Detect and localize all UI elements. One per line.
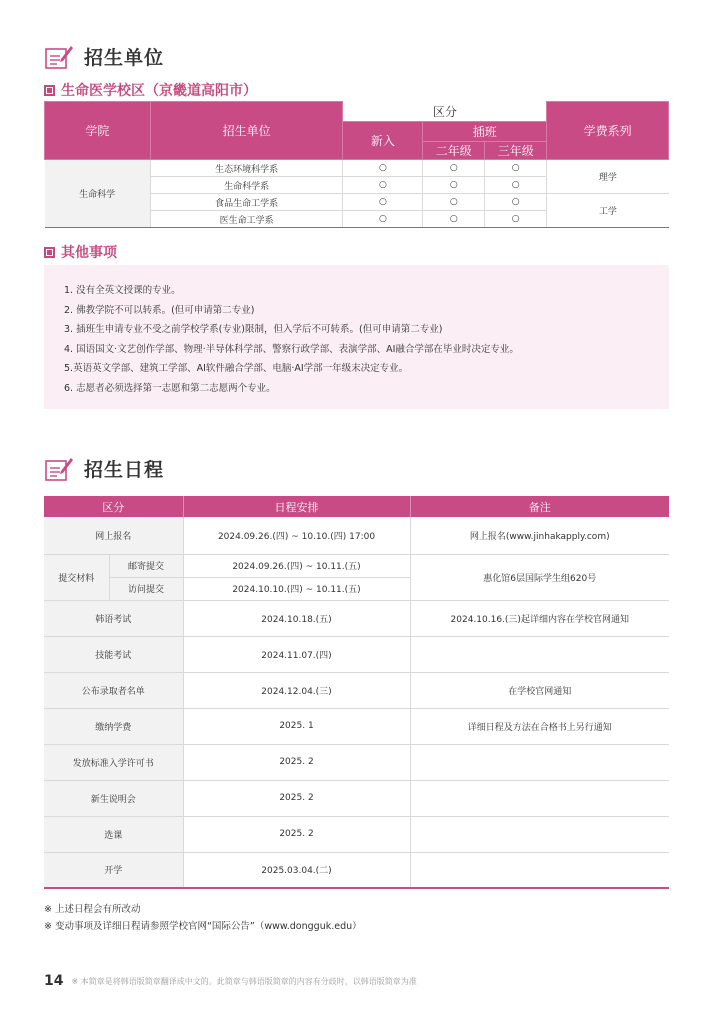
list-item: 1. 没有全英文授课的专业。 xyxy=(64,285,181,296)
row-note: 网上报名(www.jinhakapply.com) xyxy=(410,517,669,554)
row-note xyxy=(410,780,669,816)
list-item: 4. 国语国文·文艺创作学部、物理·半导体科学部、警察行政学部、表演学部、AI融合学部在毕业时决定专业。 xyxy=(64,343,519,355)
square-bullet-icon xyxy=(44,247,55,258)
row-date: 2024.10.18.(五) xyxy=(183,600,410,636)
row-date: 2024.10.10.(四) ~ 10.11.(五) xyxy=(183,577,410,600)
table-row xyxy=(44,554,669,577)
unit-cell: 生态环境科学系 xyxy=(150,160,343,177)
schedule-table xyxy=(44,496,669,889)
row-label: 开学 xyxy=(44,852,183,888)
footnote: ※ 变动事项及详细日程请参照学校官网“国际公告”（www.dongguk.edu） xyxy=(44,921,362,932)
footnote: ※ 上述日程会有所改动 xyxy=(44,904,141,915)
header-schedule: 日程安排 xyxy=(183,496,410,517)
header-college: 学院 xyxy=(45,102,151,160)
table-row xyxy=(44,852,669,888)
square-bullet-icon xyxy=(44,85,55,96)
row-date: 2025.03.04.(二) xyxy=(183,852,410,888)
footnotes xyxy=(44,901,362,935)
row-sublabel: 访问提交 xyxy=(109,577,183,600)
other-matters-subheading xyxy=(44,242,117,262)
college-cell: 生命科学 xyxy=(45,160,151,228)
table-row xyxy=(44,708,669,744)
row-label: 网上报名 xyxy=(44,517,183,554)
section-title: 招生日程 xyxy=(84,458,165,481)
row-note: 在学校官网通知 xyxy=(410,672,669,708)
row-date: 2025. 2 xyxy=(183,780,410,816)
unit-cell: 医生命工学系 xyxy=(150,211,343,228)
row-date: 2024.11.07.(四) xyxy=(183,636,410,672)
table-row xyxy=(44,517,669,554)
header-division: 区分 xyxy=(343,102,547,122)
year2-cell: ○ xyxy=(423,211,485,228)
table-row xyxy=(44,672,669,708)
row-sublabel: 邮寄提交 xyxy=(109,554,183,577)
row-date: 2025. 2 xyxy=(183,744,410,780)
header-tuition: 学费系列 xyxy=(547,102,669,160)
freshman-cell: ○ xyxy=(343,177,423,194)
row-label: 技能考试 xyxy=(44,636,183,672)
row-note xyxy=(410,816,669,852)
table-row xyxy=(44,600,669,636)
header-year2: 二年级 xyxy=(423,142,485,160)
header-year3: 三年级 xyxy=(485,142,547,160)
freshman-cell: ○ xyxy=(343,160,423,177)
other-matters-box xyxy=(44,265,669,409)
campus-subheading xyxy=(44,80,257,100)
table-row xyxy=(45,160,669,177)
row-label: 选课 xyxy=(44,816,183,852)
table-row xyxy=(44,636,669,672)
list-item: 6. 志愿者必须选择第一志愿和第二志愿两个专业。 xyxy=(64,382,276,394)
year2-cell: ○ xyxy=(423,160,485,177)
page-number: 14 xyxy=(44,973,64,989)
list-item: 3. 插班生申请专业不受之前学校学系(专业)限制，但入学后不可转系。(但可申请第二专业) xyxy=(64,324,443,336)
row-label: 提交材料 xyxy=(44,554,109,600)
year3-cell: ○ xyxy=(485,194,547,211)
unit-cell: 食品生命工学系 xyxy=(150,194,343,211)
header-freshman: 新入 xyxy=(343,122,423,160)
year3-cell: ○ xyxy=(485,211,547,228)
header-note: 备注 xyxy=(410,496,669,517)
footer-disclaimer: ※ 本简章是将韩语版简章翻译成中文的。此简章与韩语版简章的内容有分歧时，以韩语版简章为准 xyxy=(71,976,417,986)
row-note: 惠化馆6层国际学生组620号 xyxy=(410,554,669,600)
year2-cell: ○ xyxy=(423,177,485,194)
row-date: 2025. 1 xyxy=(183,708,410,744)
edit-note-icon xyxy=(44,42,74,70)
freshman-cell: ○ xyxy=(343,194,423,211)
header-transfer: 插班 xyxy=(423,122,547,142)
list-item: 2. 佛教学院不可以转系。(但可申请第二专业) xyxy=(64,304,255,316)
row-note xyxy=(410,636,669,672)
table-row xyxy=(44,744,669,780)
row-note: 2024.10.16.(三)起详细内容在学校官网通知 xyxy=(410,600,669,636)
unit-cell: 生命科学系 xyxy=(150,177,343,194)
tuition-cell: 工学 xyxy=(547,194,669,228)
section-title: 招生单位 xyxy=(84,46,165,69)
other-matters-title: 其他事项 xyxy=(61,245,117,261)
row-date: 2024.09.26.(四) ~ 10.11.(五) xyxy=(183,554,410,577)
row-date: 2024.09.26.(四) ~ 10.10.(四) 17:00 xyxy=(183,517,410,554)
year3-cell: ○ xyxy=(485,160,547,177)
header-division: 区分 xyxy=(44,496,183,517)
row-date: 2025. 2 xyxy=(183,816,410,852)
year2-cell: ○ xyxy=(423,194,485,211)
header-unit: 招生单位 xyxy=(150,102,343,160)
edit-note-icon xyxy=(44,454,74,482)
section-heading-schedule xyxy=(44,454,164,482)
row-label: 发放标准入学许可书 xyxy=(44,744,183,780)
year3-cell: ○ xyxy=(485,177,547,194)
tuition-cell: 理学 xyxy=(547,160,669,194)
table-row xyxy=(44,816,669,852)
freshman-cell: ○ xyxy=(343,211,423,228)
row-label: 新生说明会 xyxy=(44,780,183,816)
row-date: 2024.12.04.(三) xyxy=(183,672,410,708)
admission-units-table xyxy=(44,101,669,228)
row-label: 公布录取者名单 xyxy=(44,672,183,708)
list-item: 5.英语英文学部、建筑工学部、AI软件融合学部、电脑·AI学部一年级末决定专业。 xyxy=(64,363,409,375)
section-heading-admission-units xyxy=(44,42,164,70)
page-footer xyxy=(44,973,417,989)
row-note xyxy=(410,852,669,888)
table-row xyxy=(44,780,669,816)
row-label: 缴纳学费 xyxy=(44,708,183,744)
row-note xyxy=(410,744,669,780)
row-note: 详细日程及方法在合格书上另行通知 xyxy=(410,708,669,744)
row-label: 韩语考试 xyxy=(44,600,183,636)
campus-title: 生命医学校区（京畿道高阳市） xyxy=(61,83,257,99)
